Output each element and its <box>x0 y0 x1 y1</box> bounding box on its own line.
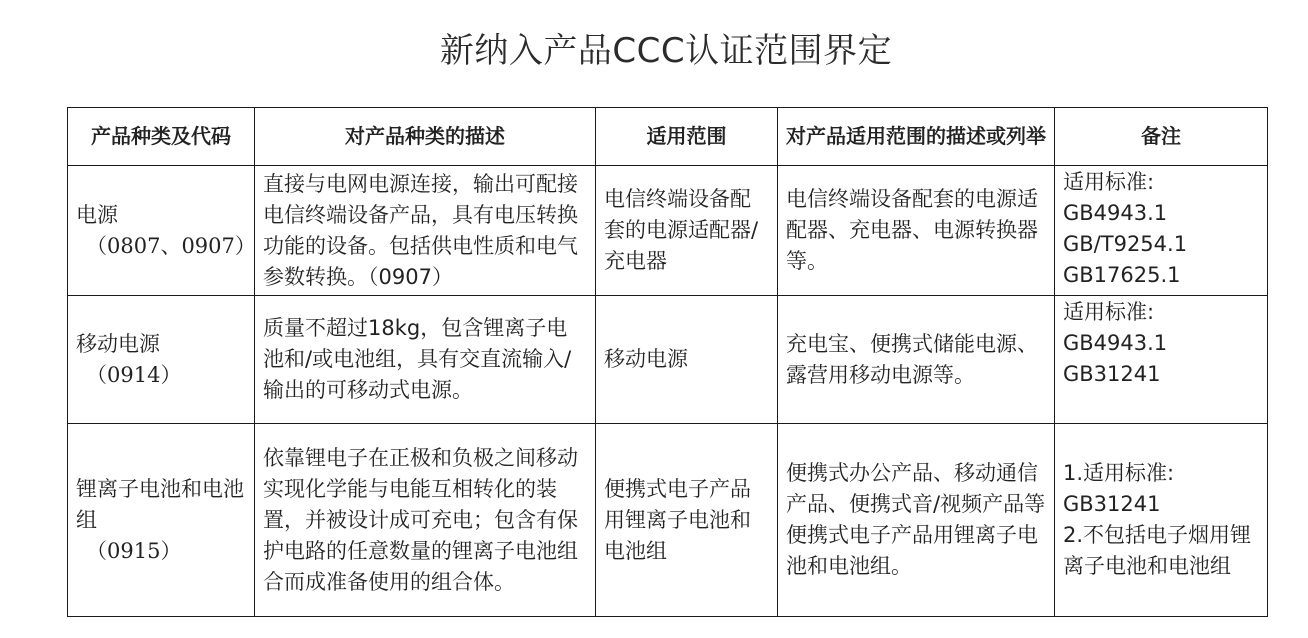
notes-line: 适用标准: <box>1063 300 1155 324</box>
description-cell <box>255 296 596 424</box>
scope-examples-text: 充电宝、便携式储能电源、露营用移动电源等。 <box>786 331 1038 387</box>
scope-text: 便携式电子产品用锂离子电池和电池组 <box>604 476 751 563</box>
category-description: 依靠锂电子在正极和负极之间移动实现化学能与电能互相转化的装置，并被设计成可充电；包含有保护电路的任意数量的锂离子电池组合而成准备使用的组合体。 <box>263 445 578 594</box>
category-name: 移动电源 <box>76 331 160 356</box>
description-cell <box>255 166 596 296</box>
category-cell <box>68 166 255 296</box>
category-code: （0914） <box>86 362 182 387</box>
scope-text: 移动电源 <box>604 347 688 371</box>
notes-cell <box>1055 424 1268 617</box>
notes-cell <box>1055 296 1268 424</box>
table-row <box>68 424 1268 617</box>
notes-line: GB4943.1 <box>1063 331 1168 355</box>
column-header-category: 产品种类及代码 <box>68 108 255 166</box>
notes-line: GB/T9254.1 <box>1063 232 1188 256</box>
notes-line: 2.不包括电子烟用锂离子电池和电池组 <box>1063 523 1252 578</box>
column-header-scope: 适用范围 <box>596 108 778 166</box>
scope-examples-cell <box>778 166 1055 296</box>
category-name: 电源 <box>76 202 118 227</box>
category-cell <box>68 296 255 424</box>
category-cell <box>68 424 255 617</box>
scope-examples-text: 电信终端设备配套的电源适配器、充电器、电源转换器等。 <box>786 187 1038 273</box>
page-title: 新纳入产品CCC认证范围界定 <box>439 31 893 71</box>
category-description: 质量不超过18kg，包含锂离子电池和/或电池组，具有交直流输入/输出的可移动式电源。 <box>263 316 572 402</box>
notes-line: 1.适用标准: <box>1063 461 1175 485</box>
table-row <box>68 166 1268 296</box>
scope-text: 电信终端设备配套的电源适配器/充电器 <box>604 187 759 273</box>
scope-cell <box>596 166 778 296</box>
category-code: （0915） <box>86 538 182 563</box>
notes-cell <box>1055 166 1268 296</box>
scope-cell <box>596 296 778 424</box>
scope-examples-cell <box>778 296 1055 424</box>
category-code: （0807、0907） <box>86 233 256 258</box>
notes-line: GB17625.1 <box>1063 263 1181 287</box>
table-row <box>68 296 1268 424</box>
notes-line: GB4943.1 <box>1063 201 1168 225</box>
description-cell <box>255 424 596 617</box>
table-header-row <box>68 108 1268 166</box>
category-description: 直接与电网电源连接，输出可配接电信终端设备产品，具有电压转换功能的设备。包括供电性质和电气参数转换。（0907） <box>263 171 578 289</box>
notes-line: 适用标准: <box>1063 170 1155 194</box>
column-header-notes: 备注 <box>1055 108 1268 166</box>
notes-line: GB31241 <box>1063 362 1161 386</box>
column-header-description: 对产品种类的描述 <box>255 108 596 166</box>
scope-cell <box>596 424 778 617</box>
scope-examples-cell <box>778 424 1055 617</box>
notes-line: GB31241 <box>1063 492 1161 516</box>
scope-examples-text: 便携式办公产品、移动通信产品、便携式音/视频产品等便携式电子产品用锂离子电池和电池组。 <box>786 461 1046 578</box>
category-name: 锂离子电池和电池组 <box>76 476 244 532</box>
certification-table <box>67 107 1268 617</box>
column-header-scope-examples: 对产品适用范围的描述或列举 <box>778 108 1055 166</box>
